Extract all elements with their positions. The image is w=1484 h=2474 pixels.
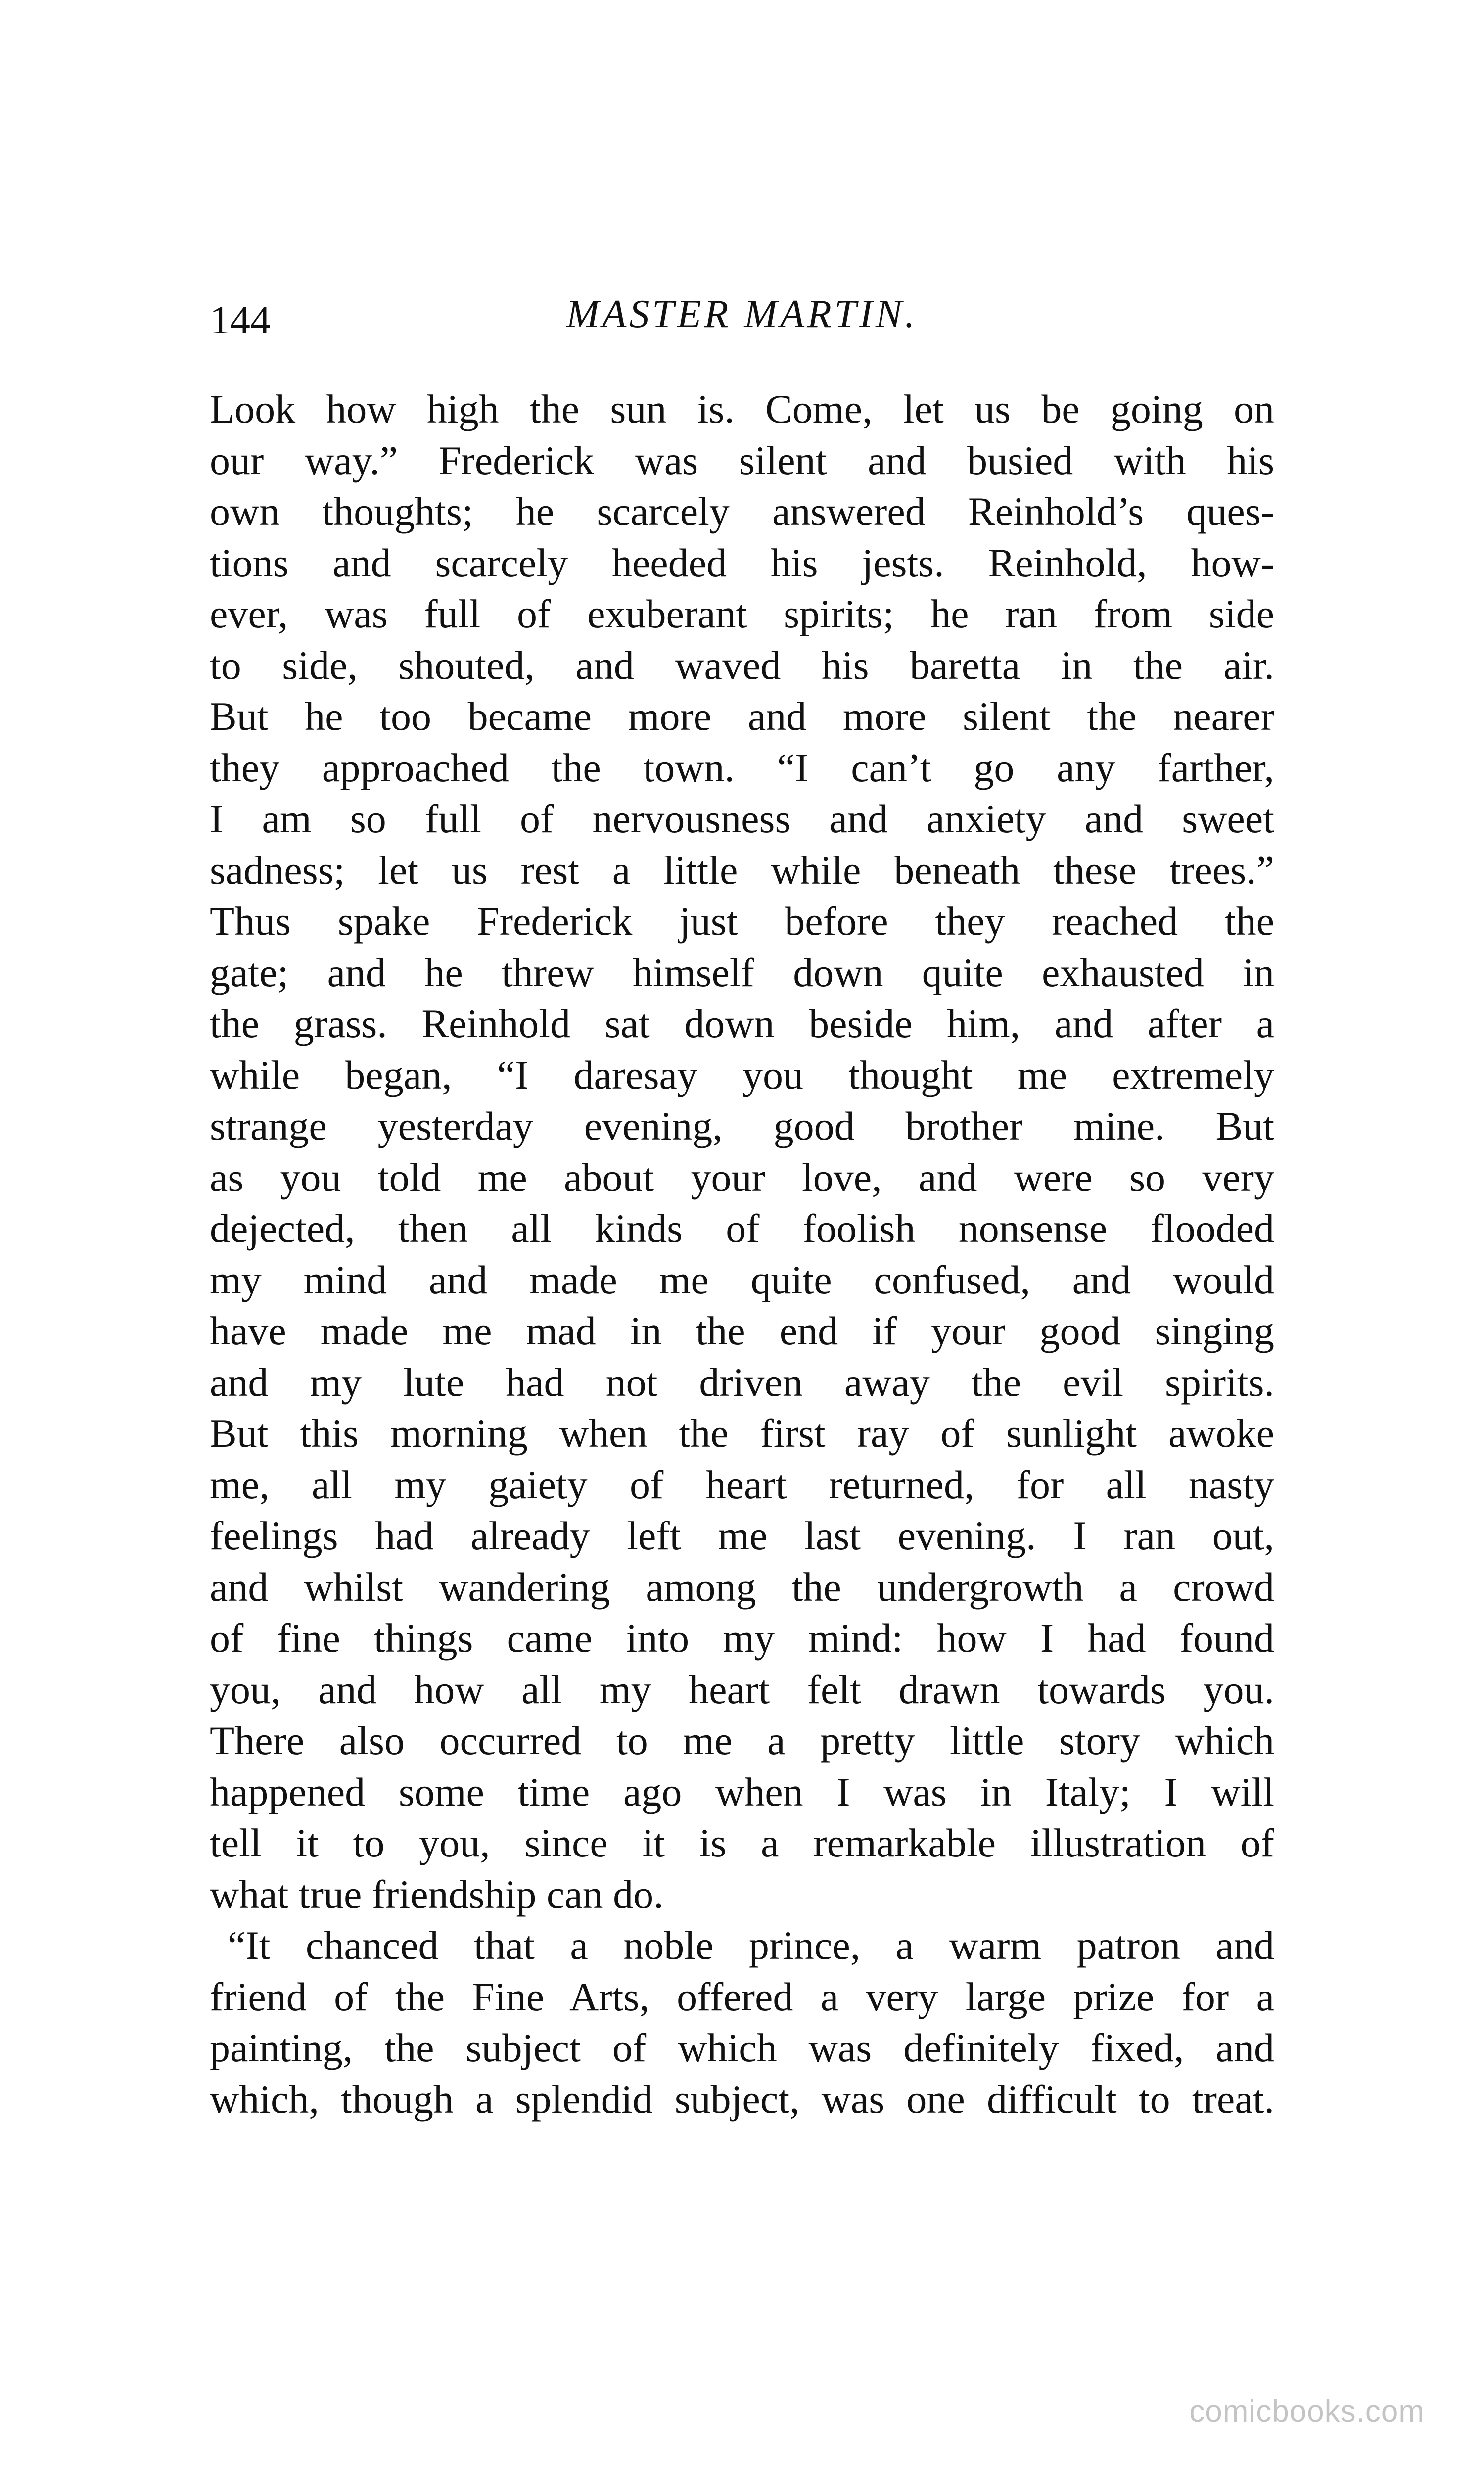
text-line: have made me mad in the end if your good singing <box>210 1308 1274 1353</box>
text-line: strange yesterday evening, good brother mine. But <box>210 1103 1274 1148</box>
text-line: happened some time ago when I was in Italy; I will <box>210 1769 1274 1814</box>
text-line: But he too became more and more silent the nearer <box>210 694 1274 739</box>
text-line: friend of the Fine Arts, offered a very large prize for a <box>210 1974 1274 2019</box>
text-line: to side, shouted, and waved his baretta in the air. <box>210 642 1274 688</box>
text-line: own thoughts; he scarcely answered Reinhold’s ques- <box>210 489 1274 534</box>
text-line: There also occurred to me a pretty little story which <box>210 1718 1274 1763</box>
text-line: tions and scarcely heeded his jests. Reinhold, how- <box>210 540 1274 585</box>
text-line: Thus spake Frederick just before they reached the <box>210 899 1274 944</box>
text-line: ever, was full of exuberant spirits; he ran from side <box>210 591 1274 636</box>
paragraph-start-line: “It chanced that a noble prince, a warm patron and <box>228 1923 1274 1968</box>
text-line: tell it to you, since it is a remarkable illustration of <box>210 1820 1274 1865</box>
text-line: painting, the subject of which was definitely fixed, and <box>210 2025 1274 2070</box>
text-line: our way.” Frederick was silent and busied with his <box>210 437 1274 483</box>
page-number: 144 <box>210 297 271 342</box>
text-line: my mind and made me quite confused, and would <box>210 1257 1274 1302</box>
text-line: which, though a splendid subject, was one difficult to treat. <box>210 2076 1274 2122</box>
text-line: of fine things came into my mind: how I had found <box>210 1616 1274 1661</box>
text-line: dejected, then all kinds of foolish nonsense flooded <box>210 1206 1274 1251</box>
text-line: sadness; let us rest a little while beneath these trees.” <box>210 847 1274 893</box>
text-line: while began, “I daresay you thought me extremely <box>210 1052 1274 1097</box>
text-line: and my lute had not driven away the evil spirits. <box>210 1359 1274 1405</box>
text-line: But this morning when the first ray of sunlight awoke <box>210 1411 1274 1456</box>
text-line: the grass. Reinhold sat down beside him, and after a <box>210 1001 1274 1046</box>
text-line: me, all my gaiety of heart returned, for all nasty <box>210 1462 1274 1507</box>
text-line: they approached the town. “I can’t go any farther, <box>210 745 1274 790</box>
running-head: MASTER MARTIN. <box>566 292 918 336</box>
text-line: Look how high the sun is. Come, let us be going on <box>210 386 1274 431</box>
body-text <box>210 383 1274 2125</box>
watermark: comicbooks.com <box>1189 2394 1425 2428</box>
text-line: gate; and he threw himself down quite exhausted in <box>210 950 1274 995</box>
text-line: I am so full of nervousness and anxiety and sweet <box>210 796 1274 841</box>
text-line: and whilst wandering among the undergrowth a crowd <box>210 1564 1274 1610</box>
text-line: you, and how all my heart felt drawn towards you. <box>210 1666 1274 1712</box>
page-header <box>210 292 1274 346</box>
paragraph-end-line: what true friendship can do. <box>210 1871 664 1917</box>
text-line: as you told me about your love, and were so very <box>210 1154 1274 1200</box>
text-line: feelings had already left me last evening. I ran out, <box>210 1513 1274 1558</box>
